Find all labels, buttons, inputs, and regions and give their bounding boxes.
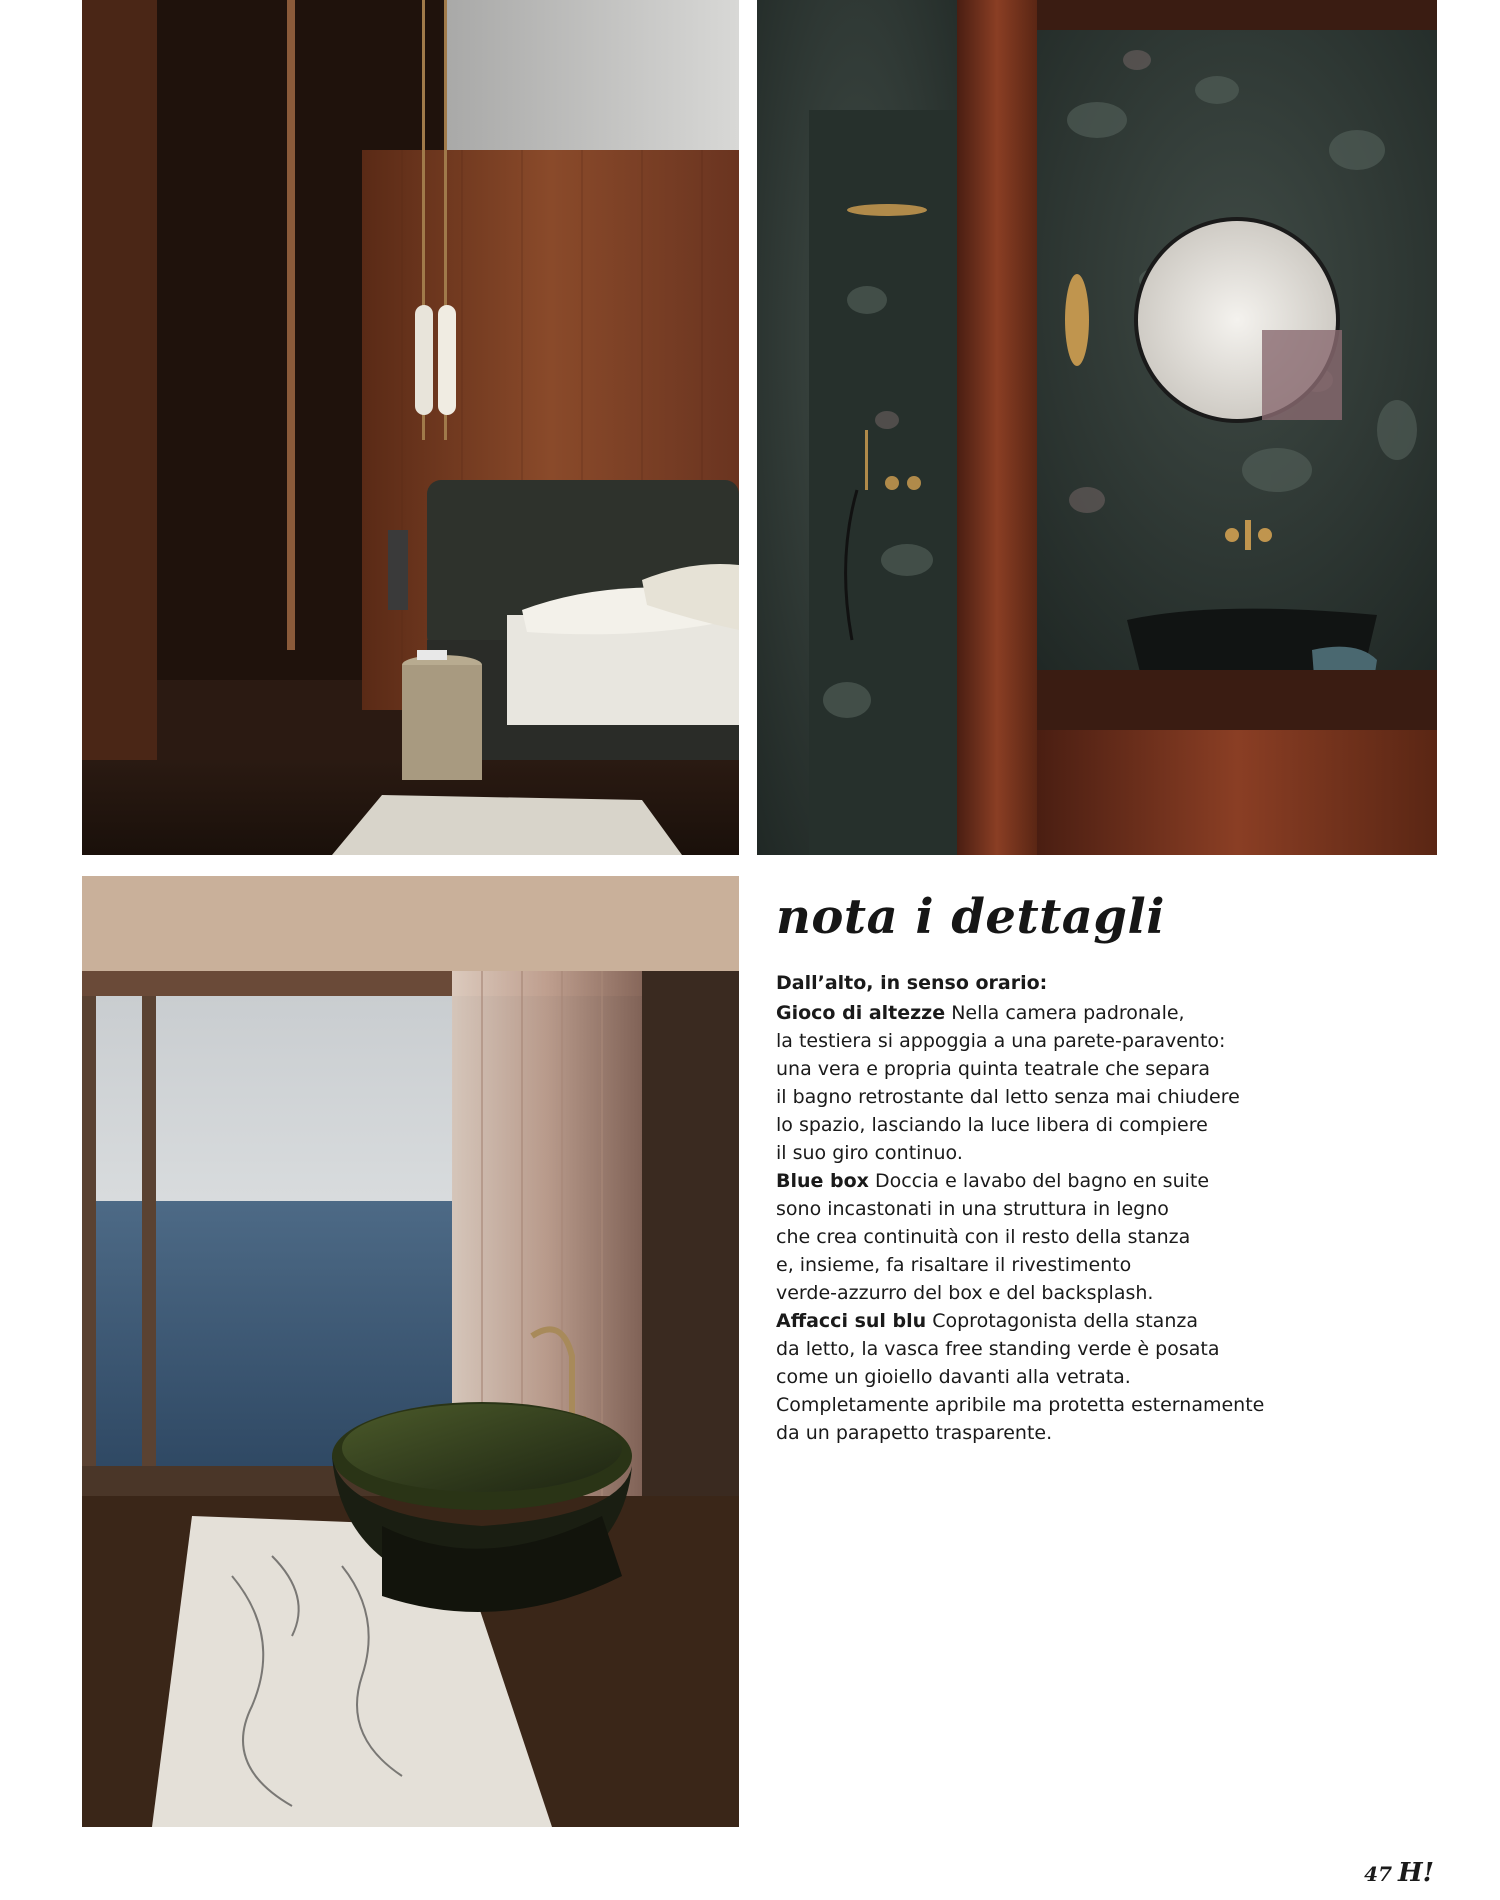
page-number: 47 xyxy=(1364,1862,1393,1886)
section-title: nota i dettagli xyxy=(776,889,1165,945)
caption-line: il bagno retrostante dal letto senza mai chiudere xyxy=(776,1086,1240,1108)
bathtub-image xyxy=(82,876,739,1827)
caption-gioco-di-altezze xyxy=(776,999,1336,1167)
caption-blue-box xyxy=(776,1167,1336,1307)
caption-affacci-sul-blu xyxy=(776,1307,1336,1447)
photo-bathtub xyxy=(82,876,739,1827)
caption-line xyxy=(776,999,1336,1027)
photo-shower xyxy=(757,0,1437,855)
caption-line: e, insieme, fa risaltare il rivestimento xyxy=(776,1254,1132,1276)
caption-line: verde-azzurro del box e del backsplash. xyxy=(776,1282,1154,1304)
caption-line: il suo giro continuo. xyxy=(776,1142,963,1164)
caption-line: da letto, la vasca free standing verde è posata xyxy=(776,1338,1220,1360)
caption-line: una vera e propria quinta teatrale che separa xyxy=(776,1058,1211,1080)
photo-bedroom xyxy=(82,0,739,855)
caption-line xyxy=(776,1167,1336,1195)
caption-line: lo spazio, lasciando la luce libera di compiere xyxy=(776,1114,1208,1136)
caption-text: Doccia e lavabo del bagno en suite xyxy=(874,1170,1210,1192)
caption-text: Coprotagonista della stanza xyxy=(932,1310,1198,1332)
caption-line: la testiera si appoggia a una parete-paravento: xyxy=(776,1030,1226,1052)
article-text xyxy=(776,889,1336,1447)
caption-lead: Gioco di altezze xyxy=(776,1002,946,1024)
caption-line: sono incastonati in una struttura in legno xyxy=(776,1198,1169,1220)
shower-image xyxy=(757,0,1437,855)
caption-text: Nella camera padronale, xyxy=(951,1002,1185,1024)
caption-intro: Dall’alto, in senso orario: xyxy=(776,972,1048,994)
caption-line xyxy=(776,1307,1336,1335)
caption-line: da un parapetto trasparente. xyxy=(776,1422,1053,1444)
caption-line: che crea continuità con il resto della stanza xyxy=(776,1226,1191,1248)
caption-line: Completamente apribile ma protetta esternamente xyxy=(776,1394,1265,1416)
caption-line: come un gioiello davanti alla vetrata. xyxy=(776,1366,1131,1388)
bedroom-image xyxy=(82,0,739,855)
caption-lead: Affacci sul blu xyxy=(776,1310,927,1332)
magazine-logo: H! xyxy=(1398,1858,1434,1888)
folio xyxy=(1364,1858,1434,1888)
caption-lead: Blue box xyxy=(776,1170,869,1192)
